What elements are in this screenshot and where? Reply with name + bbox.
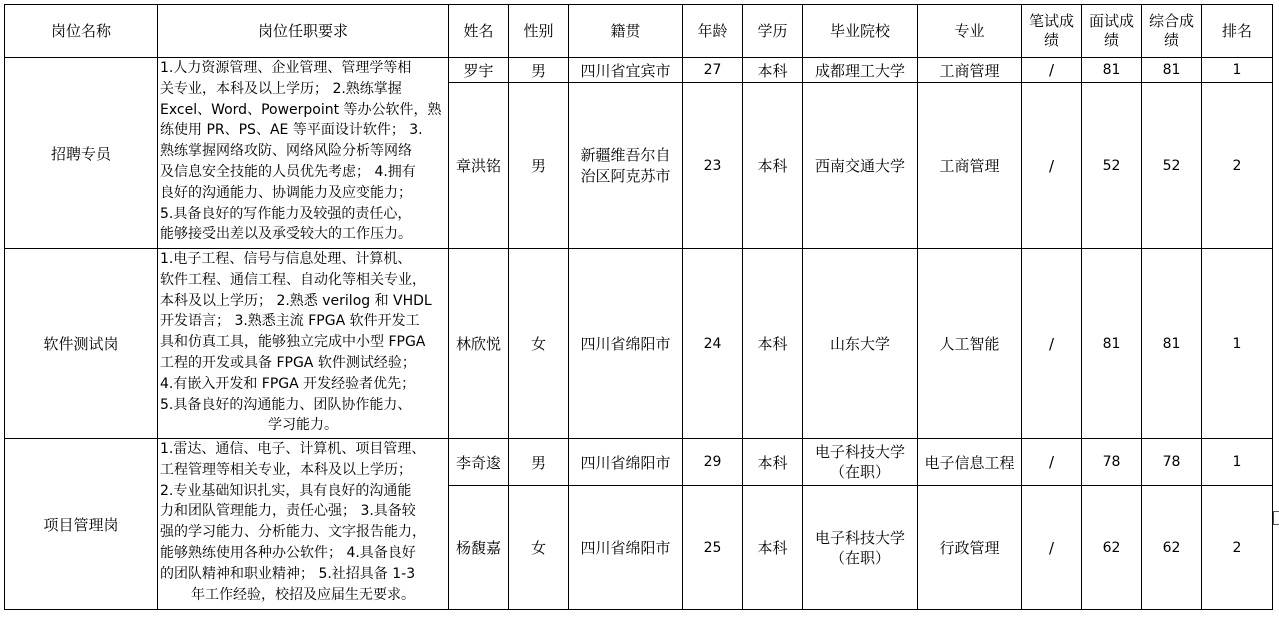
candidate-major: 工商管理 bbox=[918, 83, 1022, 249]
candidate-education: 本科 bbox=[743, 83, 803, 249]
header-written-score: 笔试成绩 bbox=[1022, 5, 1082, 58]
candidate-major: 人工智能 bbox=[918, 249, 1022, 439]
candidate-total-score: 52 bbox=[1142, 83, 1202, 249]
candidate-origin: 四川省绵阳市 bbox=[569, 486, 683, 610]
candidate-name: 林欣悦 bbox=[449, 249, 509, 439]
position-cell: 软件测试岗 bbox=[5, 249, 158, 439]
candidate-age: 24 bbox=[683, 249, 743, 439]
candidate-gender: 女 bbox=[509, 486, 569, 610]
requirements-cell: 1.电子工程、信号与信息处理、计算机、 软件工程、通信工程、自动化等相关专业， 本科及以上学历； 2.熟悉 verilog 和 VHDL 开发语言； 3.熟悉主流 FPGA 软件开发工 具和仿真工具，能够独立完成中小型 FPGA 工程的开发或具备 FPGA 软件测试经验； 4.有嵌入开发和 FPGA 开发经验者优先； 5.具备良好的沟通能力、团队协作能力、 学习能力。 bbox=[158, 249, 449, 439]
header-name: 姓名 bbox=[449, 5, 509, 58]
candidate-education: 本科 bbox=[743, 486, 803, 610]
header-school: 毕业院校 bbox=[803, 5, 918, 58]
candidate-school: 西南交通大学 bbox=[803, 83, 918, 249]
candidate-major: 电子信息工程 bbox=[918, 439, 1022, 486]
header-origin: 籍贯 bbox=[569, 5, 683, 58]
candidate-interview-score: 81 bbox=[1082, 249, 1142, 439]
candidate-education: 本科 bbox=[743, 58, 803, 83]
candidate-rank: 1 bbox=[1202, 249, 1273, 439]
header-interview-score: 面试成绩 bbox=[1082, 5, 1142, 58]
candidate-gender: 女 bbox=[509, 249, 569, 439]
candidate-total-score: 78 bbox=[1142, 439, 1202, 486]
table-row bbox=[5, 439, 1273, 486]
results-table bbox=[4, 4, 1273, 610]
position-cell: 项目管理岗 bbox=[5, 439, 158, 610]
header-total-score: 综合成绩 bbox=[1142, 5, 1202, 58]
candidate-total-score: 81 bbox=[1142, 249, 1202, 439]
candidate-total-score: 62 bbox=[1142, 486, 1202, 610]
candidate-written-score: / bbox=[1022, 486, 1082, 610]
candidate-total-score: 81 bbox=[1142, 58, 1202, 83]
candidate-written-score: / bbox=[1022, 249, 1082, 439]
candidate-name: 杨馥嘉 bbox=[449, 486, 509, 610]
candidate-school: 山东大学 bbox=[803, 249, 918, 439]
table-row bbox=[5, 58, 1273, 83]
header-gender: 性别 bbox=[509, 5, 569, 58]
header-major: 专业 bbox=[918, 5, 1022, 58]
candidate-interview-score: 81 bbox=[1082, 58, 1142, 83]
candidate-rank: 1 bbox=[1202, 439, 1273, 486]
position-cell: 招聘专员 bbox=[5, 58, 158, 249]
candidate-major: 行政管理 bbox=[918, 486, 1022, 610]
candidate-gender: 男 bbox=[509, 58, 569, 83]
candidate-interview-score: 52 bbox=[1082, 83, 1142, 249]
header-position: 岗位名称 bbox=[5, 5, 158, 58]
header-row bbox=[5, 5, 1273, 58]
requirements-cell: 1.雷达、通信、电子、计算机、项目管理、 工程管理等相关专业，本科及以上学历； 2.专业基础知识扎实，具有良好的沟通能 力和团队管理能力，责任心强； 3.具备较 强的学习能力、分析能力、文字报告能力， 能够熟练使用各种办公软件； 4.具备良好 的团队精神和职业精神； 5.社招具备 1-3 年工作经验，校招及应届生无要求。 bbox=[158, 439, 449, 610]
candidate-age: 29 bbox=[683, 439, 743, 486]
candidate-written-score: / bbox=[1022, 83, 1082, 249]
candidate-rank: 1 bbox=[1202, 58, 1273, 83]
candidate-age: 23 bbox=[683, 83, 743, 249]
candidate-name: 章洪铭 bbox=[449, 83, 509, 249]
candidate-gender: 男 bbox=[509, 439, 569, 486]
candidate-interview-score: 78 bbox=[1082, 439, 1142, 486]
header-education: 学历 bbox=[743, 5, 803, 58]
candidate-age: 27 bbox=[683, 58, 743, 83]
candidate-origin: 新疆维吾尔自治区阿克苏市 bbox=[569, 83, 683, 249]
header-requirements: 岗位任职要求 bbox=[158, 5, 449, 58]
candidate-education: 本科 bbox=[743, 249, 803, 439]
candidate-origin: 四川省绵阳市 bbox=[569, 439, 683, 486]
candidate-rank: 2 bbox=[1202, 83, 1273, 249]
candidate-education: 本科 bbox=[743, 439, 803, 486]
candidate-major: 工商管理 bbox=[918, 58, 1022, 83]
candidate-origin: 四川省绵阳市 bbox=[569, 249, 683, 439]
candidate-name: 罗宇 bbox=[449, 58, 509, 83]
candidate-gender: 男 bbox=[509, 83, 569, 249]
candidate-school: 电子科技大学（在职） bbox=[803, 439, 918, 486]
header-rank: 排名 bbox=[1202, 5, 1273, 58]
header-age: 年龄 bbox=[683, 5, 743, 58]
candidate-written-score: / bbox=[1022, 439, 1082, 486]
candidate-name: 李奇逡 bbox=[449, 439, 509, 486]
page-edge-mark bbox=[1273, 511, 1279, 525]
candidate-rank: 2 bbox=[1202, 486, 1273, 610]
requirements-cell: 1.人力资源管理、企业管理、管理学等相 关专业，本科及以上学历； 2.熟练掌握 Excel、Word、Powerpoint 等办公软件，熟 练使用 PR、PS、AE 等平面设计软件； 3. 熟练掌握网络攻防、网络风险分析等网络 及信息安全技能的人员优先考虑； 4.拥有 良好的沟通能力、协调能力及应变能力； 5.具备良好的写作能力及较强的责任心， 能够接受出差以及承受较大的工作压力。 bbox=[158, 58, 449, 249]
table-row bbox=[5, 249, 1273, 439]
candidate-origin: 四川省宜宾市 bbox=[569, 58, 683, 83]
candidate-school: 电子科技大学（在职） bbox=[803, 486, 918, 610]
candidate-written-score: / bbox=[1022, 58, 1082, 83]
candidate-interview-score: 62 bbox=[1082, 486, 1142, 610]
candidate-school: 成都理工大学 bbox=[803, 58, 918, 83]
candidate-age: 25 bbox=[683, 486, 743, 610]
